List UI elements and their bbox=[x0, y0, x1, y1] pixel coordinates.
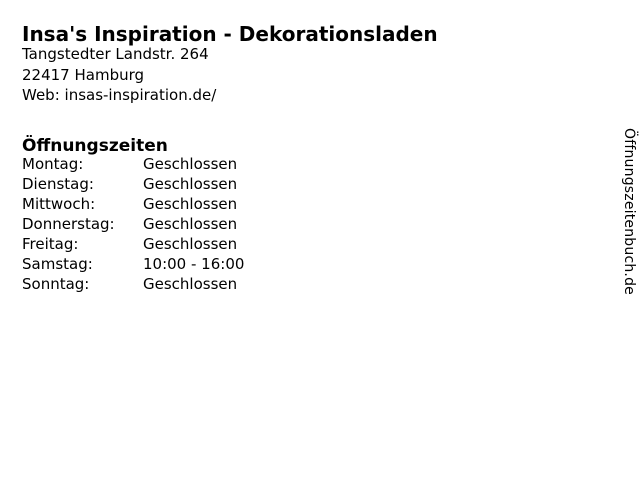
opening-hours-list bbox=[22, 154, 244, 294]
hours-row-tuesday bbox=[22, 174, 244, 194]
hours-row-monday bbox=[22, 154, 244, 174]
day-label: Sonntag: bbox=[22, 275, 90, 293]
watermark-oeffnungszeitenbuch: Öffnungszeitenbuch.de bbox=[621, 128, 637, 295]
opening-hours-heading: Öffnungszeiten bbox=[22, 136, 168, 157]
hours-row-sunday bbox=[22, 274, 244, 294]
website-line: Web: insas-inspiration.de/ bbox=[22, 86, 217, 104]
day-label: Dienstag: bbox=[22, 175, 94, 193]
hours-row-thursday bbox=[22, 214, 244, 234]
day-label: Freitag: bbox=[22, 235, 79, 253]
day-label: Mittwoch: bbox=[22, 195, 96, 213]
hours-row-friday bbox=[22, 234, 244, 254]
time-value: Geschlossen bbox=[143, 175, 238, 193]
time-value: Geschlossen bbox=[143, 215, 238, 233]
address-city: 22417 Hamburg bbox=[22, 65, 145, 84]
address-block bbox=[22, 44, 216, 106]
time-value: Geschlossen bbox=[143, 195, 238, 213]
day-label: Samstag: bbox=[22, 255, 93, 273]
time-value: Geschlossen bbox=[143, 155, 238, 173]
time-value: Geschlossen bbox=[143, 235, 238, 253]
hours-row-wednesday bbox=[22, 194, 244, 214]
page-title: Insa's Inspiration - Dekorationsladen bbox=[22, 22, 438, 47]
time-value: Geschlossen bbox=[143, 275, 238, 293]
hours-row-saturday bbox=[22, 254, 244, 274]
time-value: 10:00 - 16:00 bbox=[143, 255, 245, 273]
day-label: Donnerstag: bbox=[22, 215, 115, 233]
address-street: Tangstedter Landstr. 264 bbox=[22, 45, 209, 63]
day-label: Montag: bbox=[22, 155, 84, 173]
